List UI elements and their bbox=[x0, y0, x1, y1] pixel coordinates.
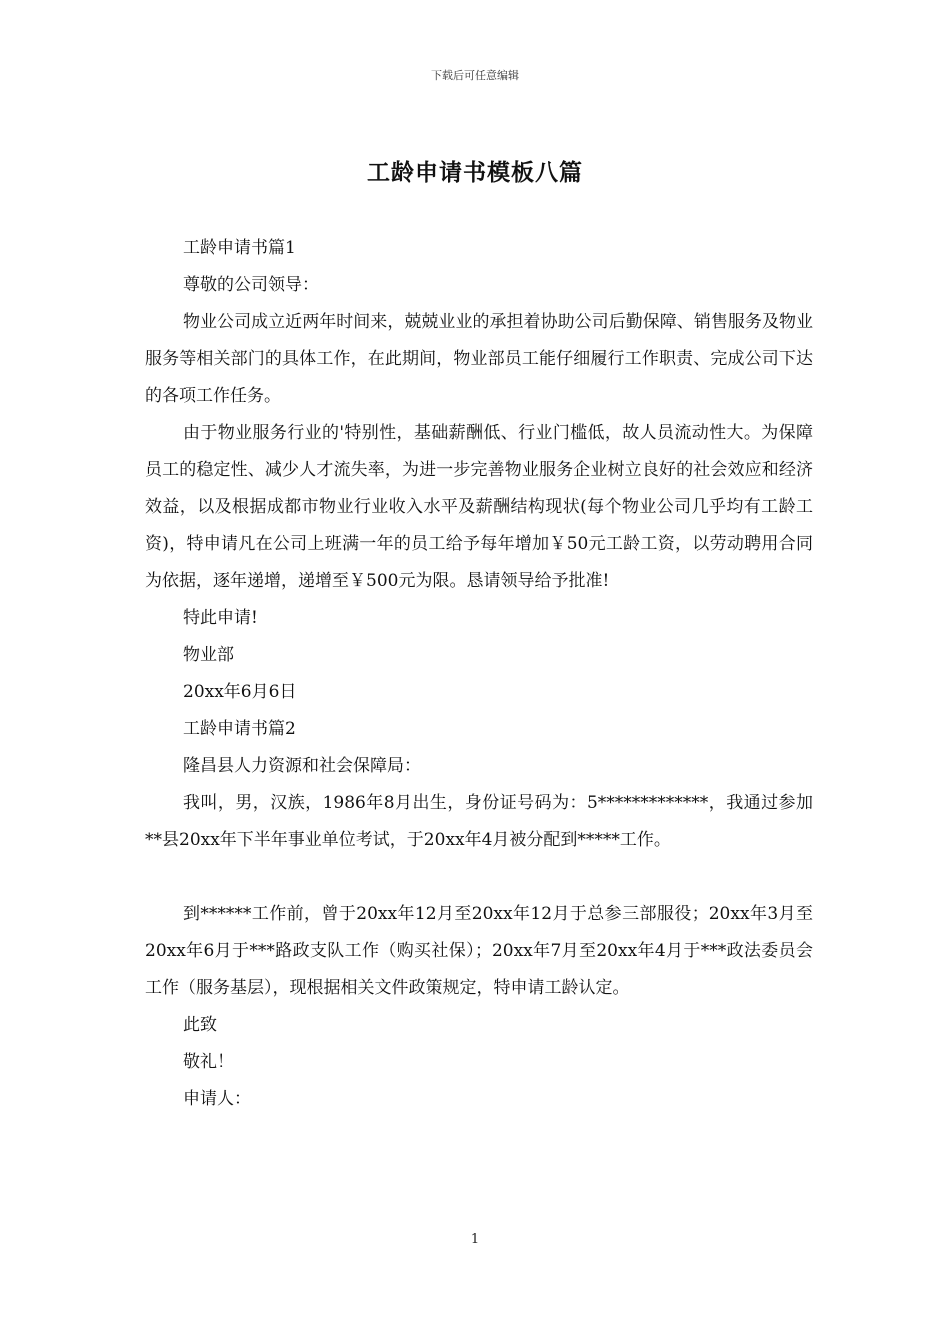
section-heading-1: 工龄申请书篇1 bbox=[183, 238, 296, 258]
document-body bbox=[145, 230, 813, 1118]
signature-department: 物业部 bbox=[183, 645, 234, 665]
closing-salute-1: 此致 bbox=[183, 1015, 217, 1035]
closing-line: 特此申请! bbox=[183, 608, 258, 628]
blank-line bbox=[145, 859, 813, 896]
document-title: 工龄申请书模板八篇 bbox=[367, 159, 583, 186]
page-number: 1 bbox=[470, 1232, 480, 1247]
header-note: 下载后可任意编辑 bbox=[431, 69, 519, 82]
salutation-2: 隆昌县人力资源和社会保障局： bbox=[183, 756, 421, 776]
signature-date: 20xx年6月6日 bbox=[183, 682, 297, 702]
section-heading-2: 工龄申请书篇2 bbox=[183, 719, 296, 739]
paragraph: 由于物业服务行业的'特别性，基础薪酬低、行业门槛低，故人员流动性大。为保障员工的稳定性、减少人才流失率，为进一步完善物业服务企业树立良好的社会效应和经济效益，以及根据成都市物业行业收入水平及薪酬结构现状(每个物业公司几乎均有工龄工资)，特申请凡在公司上班满一年的员工给予每年增加￥50元工龄工资，以劳动聘用合同为依据，逐年递增，递增至￥500元为限。恳请领导给予批准! bbox=[145, 423, 813, 591]
paragraph: 物业公司成立近两年时间来，兢兢业业的承担着协助公司后勤保障、销售服务及物业服务等相关部门的具体工作，在此期间，物业部员工能仔细履行工作职责、完成公司下达的各项工作任务。 bbox=[145, 312, 813, 406]
closing-salute-2: 敬礼！ bbox=[183, 1052, 234, 1072]
applicant-label: 申请人： bbox=[183, 1089, 251, 1109]
paragraph: 到******工作前，曾于20xx年12月至20xx年12月于总参三部服役；20xx年3月至20xx年6月于***路政支队工作（购买社保）；20xx年7月至20xx年4月于***政法委员会工作（服务基层），现根据相关文件政策规定，特申请工龄认定。 bbox=[145, 904, 813, 998]
salutation-1: 尊敬的公司领导： bbox=[183, 275, 319, 295]
paragraph: 我叫，男，汉族，1986年8月出生，身份证号码为：5*************，我通过参加**县20xx年下半年事业单位考试，于20xx年4月被分配到*****工作。 bbox=[145, 793, 813, 850]
